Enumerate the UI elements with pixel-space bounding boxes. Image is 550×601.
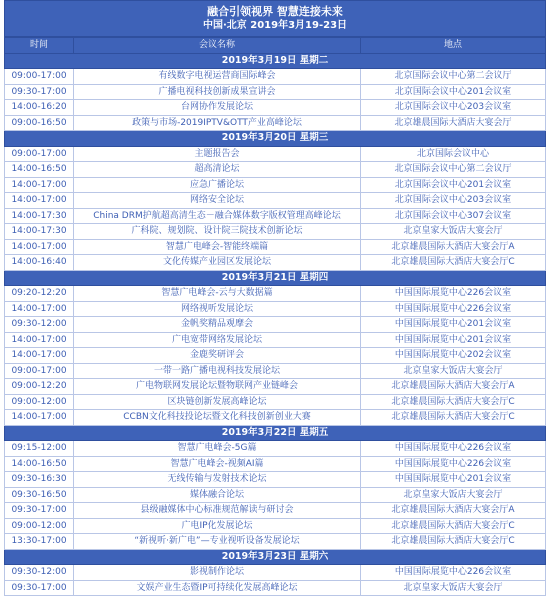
table-row [5, 286, 546, 302]
time-cell: 09:00-17:00 [5, 146, 74, 162]
time-cell: 14:00-16:50 [5, 162, 74, 178]
day-header-row [5, 53, 546, 69]
day-header: 2019年3月22日 星期五 [5, 425, 546, 441]
venue-cell: 中国国际展览中心202会议室 [361, 348, 546, 364]
time-cell: 09:30-16:50 [5, 487, 74, 503]
time-cell: 09:00-12:00 [5, 518, 74, 534]
table-row [5, 503, 546, 519]
venue-cell: 北京国际会议中心201会议室 [361, 177, 546, 193]
time-cell: 09:00-16:50 [5, 115, 74, 131]
venue-cell: 北京雄晨国际大酒店大宴会厅C [361, 394, 546, 410]
session-name-cell: 县级融媒体中心标准规范解读与研讨会 [74, 503, 361, 519]
day-header-row [5, 425, 546, 441]
session-name-cell: 广电IP化发展论坛 [74, 518, 361, 534]
time-cell: 09:30-12:00 [5, 565, 74, 581]
table-row [5, 534, 546, 550]
table-row [5, 301, 546, 317]
table-row [5, 518, 546, 534]
session-name-cell: 超高清论坛 [74, 162, 361, 178]
time-cell: 14:00-16:20 [5, 100, 74, 116]
venue-cell: 北京皇家大饭店大宴会厅 [361, 580, 546, 596]
venue-cell: 中国国际展览中心201会议室 [361, 332, 546, 348]
session-name-cell: 广电物联网发展论坛暨物联网产业链峰会 [74, 379, 361, 395]
time-cell: 09:30-17:00 [5, 503, 74, 519]
time-cell: 14:00-16:50 [5, 456, 74, 472]
session-name-cell: 网络视听发展论坛 [74, 301, 361, 317]
time-cell: 14:00-17:00 [5, 301, 74, 317]
table-row [5, 441, 546, 457]
table-row [5, 348, 546, 364]
column-header-place: 地点 [361, 38, 546, 54]
venue-cell: 中国国际展览中心201会议室 [361, 472, 546, 488]
time-cell: 09:30-16:30 [5, 472, 74, 488]
session-name-cell: “新视听·新广电”—专业视听设备发展论坛 [74, 534, 361, 550]
session-name-cell: 台网协作发展论坛 [74, 100, 361, 116]
session-name-cell: China DRM护航超高清生态－融合媒体数字版权管理高峰论坛 [74, 208, 361, 224]
venue-cell: 北京国际会议中心203会议室 [361, 100, 546, 116]
table-row [5, 193, 546, 209]
session-name-cell: 文娱产业生态暨IP可持续化发展高峰论坛 [74, 580, 361, 596]
time-cell: 09:00-12:20 [5, 379, 74, 395]
table-row [5, 224, 546, 240]
schedule-header [4, 0, 546, 37]
venue-cell: 北京雄晨国际大酒店大宴会厅C [361, 534, 546, 550]
venue-cell: 中国国际展览中心226会议室 [361, 301, 546, 317]
time-cell: 14:00-17:30 [5, 224, 74, 240]
venue-cell: 北京国际会议中心 [361, 146, 546, 162]
session-name-cell: 一带一路广播电视科技发展论坛 [74, 363, 361, 379]
day-header-row [5, 270, 546, 286]
venue-cell: 中国国际展览中心201会议室 [361, 317, 546, 333]
day-header-row [5, 549, 546, 565]
table-row [5, 100, 546, 116]
day-header-row [5, 131, 546, 147]
column-header-row [5, 38, 546, 54]
time-cell: 09:00-12:00 [5, 394, 74, 410]
session-name-cell: 政策与市场-2019IPTV&OTT产业高峰论坛 [74, 115, 361, 131]
venue-cell: 北京国际会议中心第二会议厅 [361, 69, 546, 85]
table-row [5, 177, 546, 193]
session-name-cell: 金鹿奖研评会 [74, 348, 361, 364]
page-title: 融合引领视界 智慧连接未来 [207, 5, 343, 18]
session-name-cell: 应急广播论坛 [74, 177, 361, 193]
venue-cell: 北京雄晨国际大酒店大宴会厅C [361, 255, 546, 271]
table-row [5, 255, 546, 271]
time-cell: 09:00-17:00 [5, 363, 74, 379]
table-row [5, 410, 546, 426]
time-cell: 14:00-17:00 [5, 410, 74, 426]
session-name-cell: 影视制作论坛 [74, 565, 361, 581]
venue-cell: 北京国际会议中心307会议室 [361, 208, 546, 224]
time-cell: 14:00-17:00 [5, 348, 74, 364]
time-cell: 14:00-17:00 [5, 239, 74, 255]
schedule [4, 0, 546, 596]
table-row [5, 208, 546, 224]
column-header-name: 会议名称 [74, 38, 361, 54]
day-header: 2019年3月21日 星期四 [5, 270, 546, 286]
venue-cell: 中国国际展览中心226会议室 [361, 565, 546, 581]
table-row [5, 487, 546, 503]
session-name-cell: 广播电视科技创新成果宣讲会 [74, 84, 361, 100]
table-row [5, 565, 546, 581]
session-name-cell: 主题报告会 [74, 146, 361, 162]
table-row [5, 162, 546, 178]
time-cell: 14:00-16:40 [5, 255, 74, 271]
table-row [5, 456, 546, 472]
venue-cell: 北京皇家大饭店大宴会厅 [361, 487, 546, 503]
session-name-cell: 智慧广电峰会-智能终端篇 [74, 239, 361, 255]
session-name-cell: 广科院、规划院、设计院三院技术创新论坛 [74, 224, 361, 240]
session-name-cell: 智慧广电峰会-云与大数据篇 [74, 286, 361, 302]
venue-cell: 北京国际会议中心第二会议厅 [361, 162, 546, 178]
session-name-cell: 智慧广电峰会-5G篇 [74, 441, 361, 457]
time-cell: 14:00-17:30 [5, 208, 74, 224]
session-name-cell: 金帆奖精品观摩会 [74, 317, 361, 333]
session-name-cell: 无线传输与发射技术论坛 [74, 472, 361, 488]
venue-cell: 北京皇家大饭店大宴会厅 [361, 363, 546, 379]
time-cell: 09:30-17:00 [5, 84, 74, 100]
session-name-cell: 有线数字电视运营商国际峰会 [74, 69, 361, 85]
venue-cell: 中国国际展览中心226会议室 [361, 441, 546, 457]
table-row [5, 472, 546, 488]
table-row [5, 394, 546, 410]
time-cell: 14:00-17:00 [5, 193, 74, 209]
column-header-time: 时间 [5, 38, 74, 54]
venue-cell: 北京雄晨国际大酒店大宴会厅A [361, 503, 546, 519]
table-row [5, 84, 546, 100]
venue-cell: 中国国际展览中心226会议室 [361, 456, 546, 472]
time-cell: 09:15-12:00 [5, 441, 74, 457]
venue-cell: 北京雄晨国际大酒店大宴会厅 [361, 115, 546, 131]
table-row [5, 239, 546, 255]
session-name-cell: 区块链创新发展高峰论坛 [74, 394, 361, 410]
schedule-table [4, 37, 546, 596]
table-row [5, 580, 546, 596]
table-row [5, 69, 546, 85]
table-row [5, 363, 546, 379]
session-name-cell: 广电宽带网络发展论坛 [74, 332, 361, 348]
venue-cell: 北京国际会议中心201会议室 [361, 84, 546, 100]
venue-cell: 北京国际会议中心203会议室 [361, 193, 546, 209]
time-cell: 09:30-17:00 [5, 580, 74, 596]
session-name-cell: 智慧广电峰会-视频AI篇 [74, 456, 361, 472]
time-cell: 14:00-17:00 [5, 332, 74, 348]
time-cell: 13:30-17:00 [5, 534, 74, 550]
session-name-cell: 媒体融合论坛 [74, 487, 361, 503]
table-row [5, 146, 546, 162]
time-cell: 09:00-17:00 [5, 69, 74, 85]
session-name-cell: CCBN文化科技投论坛暨文化科技创新创业大赛 [74, 410, 361, 426]
session-name-cell: 网络安全论坛 [74, 193, 361, 209]
session-name-cell: 文化传媒产业园区发展论坛 [74, 255, 361, 271]
venue-cell: 北京雄晨国际大酒店大宴会厅A [361, 379, 546, 395]
day-header: 2019年3月20日 星期三 [5, 131, 546, 147]
day-header: 2019年3月19日 星期二 [5, 53, 546, 69]
venue-cell: 北京雄晨国际大酒店大宴会厅C [361, 518, 546, 534]
page-subtitle: 中国·北京 2019年3月19-23日 [202, 20, 348, 31]
venue-cell: 北京皇家大饭店大宴会厅 [361, 224, 546, 240]
table-row [5, 379, 546, 395]
time-cell: 14:00-17:00 [5, 177, 74, 193]
time-cell: 09:30-12:00 [5, 317, 74, 333]
table-row [5, 332, 546, 348]
table-row [5, 115, 546, 131]
venue-cell: 北京雄晨国际大酒店大宴会厅C [361, 410, 546, 426]
venue-cell: 北京雄晨国际大酒店大宴会厅A [361, 239, 546, 255]
table-row [5, 317, 546, 333]
day-header: 2019年3月23日 星期六 [5, 549, 546, 565]
time-cell: 09:20-12:20 [5, 286, 74, 302]
venue-cell: 中国国际展览中心226会议室 [361, 286, 546, 302]
